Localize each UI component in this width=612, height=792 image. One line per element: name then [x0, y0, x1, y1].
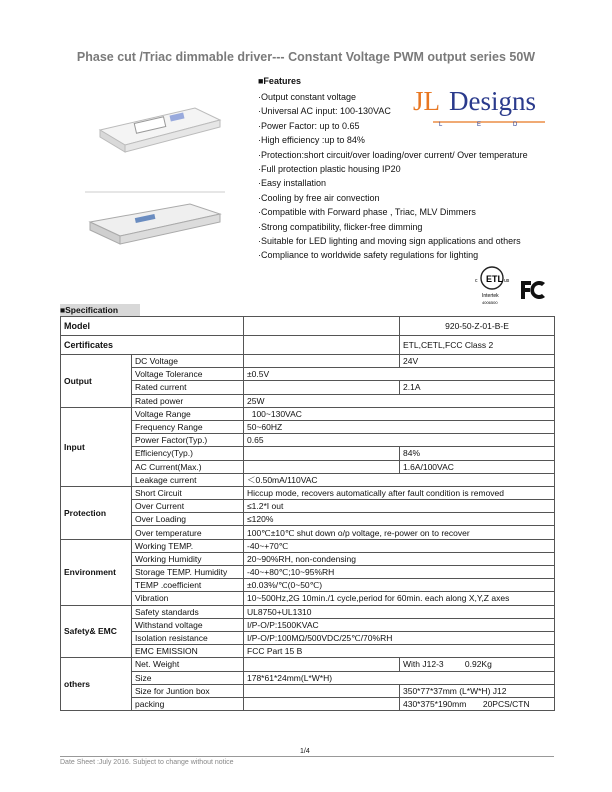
spec-value: With J12-3 0.92Kg	[400, 658, 555, 671]
jl-designs-logo	[405, 82, 555, 130]
spec-value: ±0.03%/℃(0~50℃)	[244, 579, 555, 592]
svg-text:Intertek: Intertek	[482, 293, 499, 299]
spec-row	[61, 355, 555, 368]
spec-value: 24V	[400, 355, 555, 368]
spec-param: Size for Juntion box	[132, 684, 244, 697]
svg-text:ETL: ETL	[486, 274, 503, 284]
feature-item: ·Easy installation	[258, 178, 327, 189]
spec-group-label: Input	[61, 407, 132, 486]
certificates-value: ETL,CETL,FCC Class 2	[400, 336, 555, 355]
document-title: Phase cut /Triac dimmable driver--- Constant Voltage PWM output series 50W	[76, 50, 536, 64]
spec-param: Over temperature	[132, 526, 244, 539]
spec-param: Voltage Tolerance	[132, 368, 244, 381]
feature-item: ·Compliance to worldwide safety regulations for lighting	[258, 250, 479, 261]
spec-param: Over Current	[132, 500, 244, 513]
spec-param: Rated power	[132, 394, 244, 407]
svg-text:4006500: 4006500	[482, 300, 498, 305]
model-label: Model	[61, 317, 244, 336]
spec-mid-cell	[244, 460, 400, 473]
model-row	[61, 317, 555, 336]
spec-value: 10~500Hz,2G 10min./1 cycle,period for 60min. each along X,Y,Z axes	[244, 592, 555, 605]
spec-param: Working TEMP.	[132, 539, 244, 552]
driver-housing-image	[85, 190, 225, 252]
svg-text:JL: JL	[413, 86, 440, 116]
spec-value: I/P-O/P:100MΩ/500VDC/25℃/70%RH	[244, 631, 555, 644]
spec-row	[61, 579, 555, 592]
spec-param: EMC EMISSION	[132, 645, 244, 658]
feature-item: ·Protection:short circuit/over loading/over current/ Over temperature	[258, 149, 528, 160]
etl-listed-icon	[474, 264, 514, 308]
spec-row	[61, 473, 555, 486]
feature-item: ·Power Factor: up to 0.65	[258, 120, 360, 131]
spec-param: Isolation resistance	[132, 631, 244, 644]
spec-value: FCC Part 15 B	[244, 645, 555, 658]
spec-value: 2.1A	[400, 381, 555, 394]
spec-row	[61, 420, 555, 433]
feature-item: ·Strong compatibility, flicker-free dimming	[258, 221, 423, 232]
feature-item: ·Output constant voltage	[258, 92, 357, 102]
spec-row	[61, 684, 555, 697]
spec-row	[61, 407, 555, 420]
svg-text:E: E	[477, 122, 482, 128]
specification-heading: ■Specification	[60, 304, 140, 316]
feature-item: ·Universal AC input: 100-130VAC	[258, 106, 391, 117]
spec-row	[61, 526, 555, 539]
spec-param: Working Humidity	[132, 552, 244, 565]
feature-item: ·Cooling by free air convection	[258, 192, 380, 203]
svg-text:L: L	[439, 122, 443, 128]
features-heading: ■Features	[258, 76, 301, 86]
spec-row	[61, 566, 555, 579]
spec-param: Voltage Range	[132, 407, 244, 420]
spec-group-label: Output	[61, 355, 132, 408]
certificates-row	[61, 336, 555, 355]
spec-value: 350*77*37mm (L*W*H) J12	[400, 684, 555, 697]
certificates-mid-cell	[244, 336, 400, 355]
spec-param: DC Voltage	[132, 355, 244, 368]
spec-param: Rated current	[132, 381, 244, 394]
spec-row	[61, 368, 555, 381]
spec-group-label: Safety& EMC	[61, 605, 132, 658]
spec-row	[61, 500, 555, 513]
spec-value: 100~130VAC	[244, 407, 555, 420]
spec-value: -40~+80℃;10~95%RH	[244, 566, 555, 579]
spec-value: UL8750+UL1310	[244, 605, 555, 618]
spec-row	[61, 394, 555, 407]
spec-value: 25W	[244, 394, 555, 407]
spec-param: TEMP .coefficient	[132, 579, 244, 592]
spec-row	[61, 447, 555, 460]
spec-row	[61, 671, 555, 684]
spec-param: Frequency Range	[132, 420, 244, 433]
spec-value: 100℃±10℃ shut down o/p voltage, re-power on to recover	[244, 526, 555, 539]
svg-text:Designs: Designs	[449, 86, 536, 116]
spec-param: Storage TEMP. Humidity	[132, 566, 244, 579]
spec-mid-cell	[244, 381, 400, 394]
svg-text:us: us	[504, 278, 510, 284]
spec-row	[61, 552, 555, 565]
spec-value: ≤120%	[244, 513, 555, 526]
spec-mid-cell	[244, 684, 400, 697]
spec-row	[61, 645, 555, 658]
spec-value: 20~90%RH, non-condensing	[244, 552, 555, 565]
feature-item: ·Full protection plastic housing IP20	[258, 164, 401, 175]
spec-value: 430*375*190mm 20PCS/CTN	[400, 697, 555, 710]
fcc-icon	[518, 278, 548, 302]
model-mid-cell	[244, 317, 400, 336]
page-number: 1/4	[300, 748, 310, 755]
spec-param: packing	[132, 697, 244, 710]
spec-param: Over Loading	[132, 513, 244, 526]
spec-group-label: Protection	[61, 486, 132, 539]
spec-param: Leakage current	[132, 473, 244, 486]
spec-group-label: Environment	[61, 539, 132, 605]
spec-param: Short Circuit	[132, 486, 244, 499]
spec-param: Safety standards	[132, 605, 244, 618]
spec-value: ±0.5V	[244, 368, 555, 381]
spec-value: ＜0.50mA/110VAC	[244, 473, 555, 486]
feature-item: ·Compatible with Forward phase , Triac, MLV Dimmers	[258, 207, 476, 218]
spec-mid-cell	[244, 697, 400, 710]
spec-value: -40~+70℃	[244, 539, 555, 552]
model-value: 920-50-Z-01-B-E	[400, 317, 555, 336]
feature-item: ·Suitable for LED lighting and moving sign applications and others	[258, 236, 521, 247]
svg-text:c: c	[475, 278, 478, 284]
spec-row	[61, 486, 555, 499]
spec-value: 50~60HZ	[244, 420, 555, 433]
spec-param: Size	[132, 671, 244, 684]
spec-param: Power Factor(Typ.)	[132, 434, 244, 447]
driver-product-image	[90, 90, 230, 160]
footer-divider	[60, 756, 554, 757]
spec-row	[61, 434, 555, 447]
spec-row	[61, 605, 555, 618]
spec-row	[61, 460, 555, 473]
certificates-label: Certificates	[61, 336, 244, 355]
footer-note: Date Sheet :July 2016. Subject to change without notice	[60, 759, 234, 766]
spec-row	[61, 697, 555, 710]
spec-param: AC Current(Max.)	[132, 460, 244, 473]
spec-param: Withstand voltage	[132, 618, 244, 631]
spec-row	[61, 618, 555, 631]
spec-param: Net. Weight	[132, 658, 244, 671]
spec-param: Efficiency(Typ.)	[132, 447, 244, 460]
spec-value: ≤1.2*I out	[244, 500, 555, 513]
spec-mid-cell	[244, 658, 400, 671]
spec-row	[61, 631, 555, 644]
specification-table	[60, 316, 555, 711]
spec-group-label: others	[61, 658, 132, 711]
spec-value: Hiccup mode, recovers automatically after fault condition is removed	[244, 486, 555, 499]
spec-mid-cell	[244, 447, 400, 460]
spec-value: 84%	[400, 447, 555, 460]
feature-item: ·High efficiency :up to 84%	[258, 135, 365, 146]
spec-value: 178*61*24mm(L*W*H)	[244, 671, 555, 684]
spec-value: 0.65	[244, 434, 555, 447]
spec-row	[61, 592, 555, 605]
spec-row	[61, 539, 555, 552]
spec-param: Vibration	[132, 592, 244, 605]
svg-text:D: D	[513, 122, 518, 128]
spec-row	[61, 513, 555, 526]
spec-row	[61, 381, 555, 394]
spec-row	[61, 658, 555, 671]
spec-value: 1.6A/100VAC	[400, 460, 555, 473]
spec-value: I/P-O/P:1500KVAC	[244, 618, 555, 631]
spec-mid-cell	[244, 355, 400, 368]
